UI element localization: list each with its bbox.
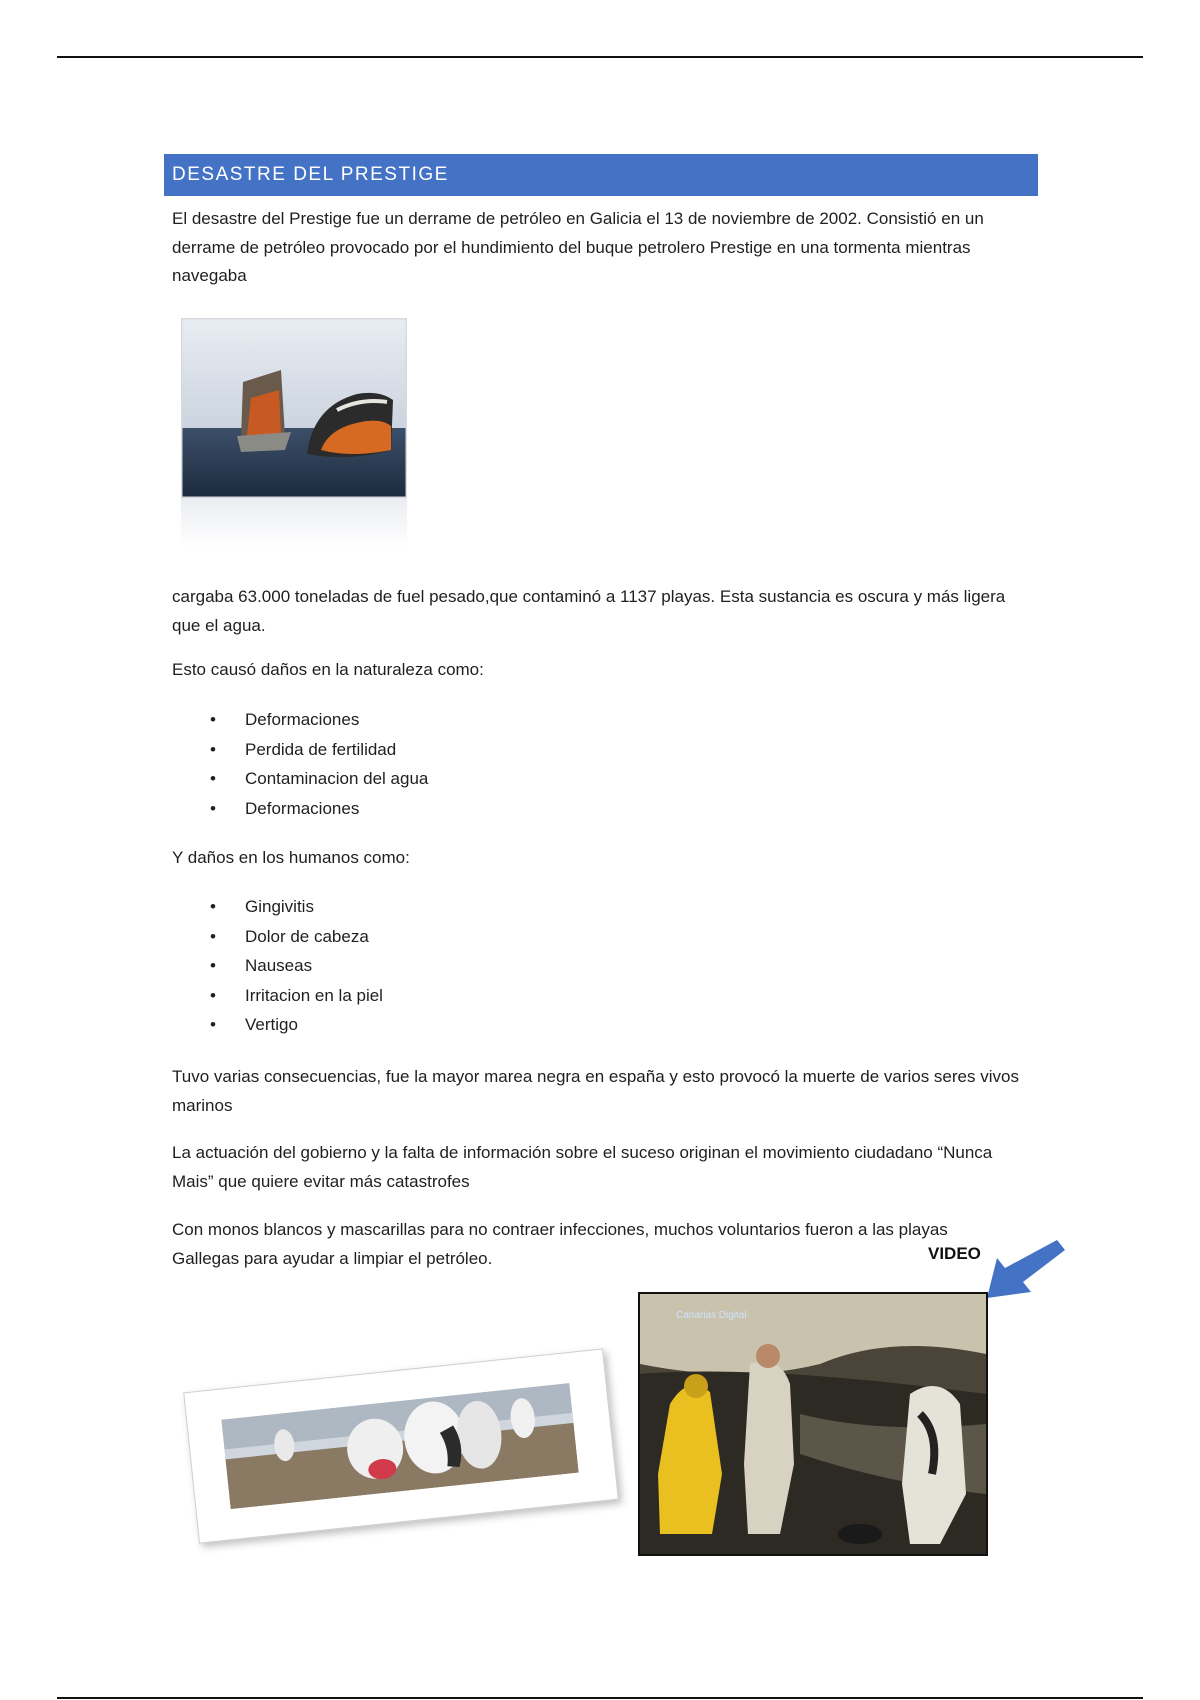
nature-intro: Esto causó daños en la naturaleza como:	[172, 660, 484, 679]
video-label: VIDEO	[928, 1244, 981, 1263]
list-item: • Dolor de cabeza	[172, 922, 383, 952]
intro-paragraph: El desastre del Prestige fue un derrame de petróleo en Galicia el 13 de noviembre de 2002. Consistió en un derrame de petróleo provocado por el hundimiento del buque petrolero Prestige en una tormenta mientras navegaba	[172, 209, 984, 285]
list-item: • Gingivitis	[172, 892, 383, 922]
video-channel-logo: Canarias Digital	[676, 1310, 747, 1321]
list-item: • Nauseas	[172, 951, 383, 981]
list-item: • Deformaciones	[172, 794, 428, 824]
human-intro: Y daños en los humanos como:	[172, 848, 410, 867]
volunteers-paragraph: Con monos blancos y mascarillas para no contraer infecciones, muchos voluntarios fueron a las playas Gallegas para ayudar a limpiar el petróleo.	[172, 1220, 948, 1268]
section-heading: DESASTRE DEL PRESTIGE	[164, 154, 1038, 196]
video-thumbnail[interactable]	[638, 1292, 988, 1556]
footer-rule	[57, 1697, 1143, 1699]
header-rule	[57, 56, 1143, 58]
sinking-ship-photo	[181, 318, 407, 498]
ship-photo-reflection	[181, 498, 407, 548]
human-damage-list	[172, 892, 383, 1040]
nature-damage-list	[172, 705, 428, 823]
list-item: • Irritacion en la piel	[172, 981, 383, 1011]
volunteers-video-frame	[640, 1294, 986, 1554]
cargo-paragraph: cargaba 63.000 toneladas de fuel pesado,que contaminó a 1137 playas. Esta sustancia es oscura y más ligera que el agua.	[172, 587, 1006, 635]
list-item: • Deformaciones	[172, 705, 428, 735]
beach-cleanup-image	[221, 1383, 578, 1509]
government-paragraph: La actuación del gobierno y la falta de información sobre el suceso originan el movimiento ciudadano “Nunca Mais” que quiere evitar más catastrofes	[172, 1143, 993, 1191]
list-item: • Contaminacion del agua	[172, 764, 428, 794]
consequences-paragraph: Tuvo varias consecuencias, fue la mayor marea negra en españa y esto provocó la muerte de varios seres vivos marinos	[172, 1067, 1019, 1115]
list-item: • Vertigo	[172, 1010, 383, 1040]
arrow-down-left-icon	[985, 1232, 1065, 1302]
volunteers-beach-photo	[183, 1348, 619, 1543]
list-item: • Perdida de fertilidad	[172, 735, 428, 765]
